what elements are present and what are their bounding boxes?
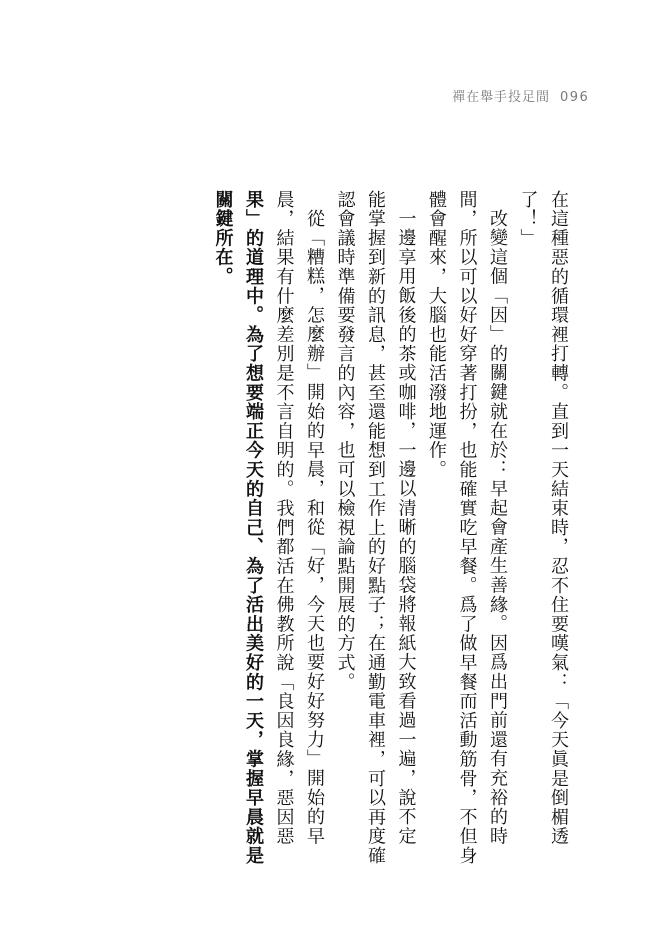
text-line: 在這種惡的循環裡打轉。直到一天結束時，忍不住要嘆氣：「今天眞是倒楣透: [548, 190, 569, 847]
text-line: 關鍵所在。: [212, 190, 234, 287]
text-line: 體會醒來，大腦也能活潑地運作。: [426, 190, 447, 480]
text-line: 從「糟糕，怎麼辦」開始的早晨，和從「好，今天也要好好努力」開始的早: [304, 208, 325, 846]
book-title: 禪在舉手投足間: [452, 90, 551, 105]
text-line: 晨，結果有什麼差別是不言自明的。我們都活在佛教所說「良因良緣，惡因惡: [273, 190, 295, 847]
text-line: 改變這個「因」的關鍵就在於：早起會產生善緣。因爲出門前還有充裕的時: [487, 208, 508, 846]
page-number: 096: [560, 90, 590, 105]
text-line: 了！」: [517, 190, 539, 248]
text-line: 能掌握到新的訊息，甚至還能想到工作上的好點子；在通勤電車裡，可以再度確: [365, 190, 386, 866]
text-line: 間，所以可以好好穿著打扮，也能確實吃早餐。爲了做早餐而活動筋骨，不但身: [456, 190, 478, 866]
text-line: 認會議時準備要發言的內容，也可以檢視論點開展的方式。: [334, 190, 356, 692]
running-header: [452, 86, 589, 105]
text-line: 一邊享用飯後的茶或咖啡，一邊以清晰的腦袋將報紙大致看過一遍，說不定: [395, 208, 417, 846]
text-line: 果」的道理中。為了想要端正今天的自己、為了活出美好的一天，掌握早晨就是: [243, 190, 264, 866]
vertical-body-text: [207, 190, 573, 866]
